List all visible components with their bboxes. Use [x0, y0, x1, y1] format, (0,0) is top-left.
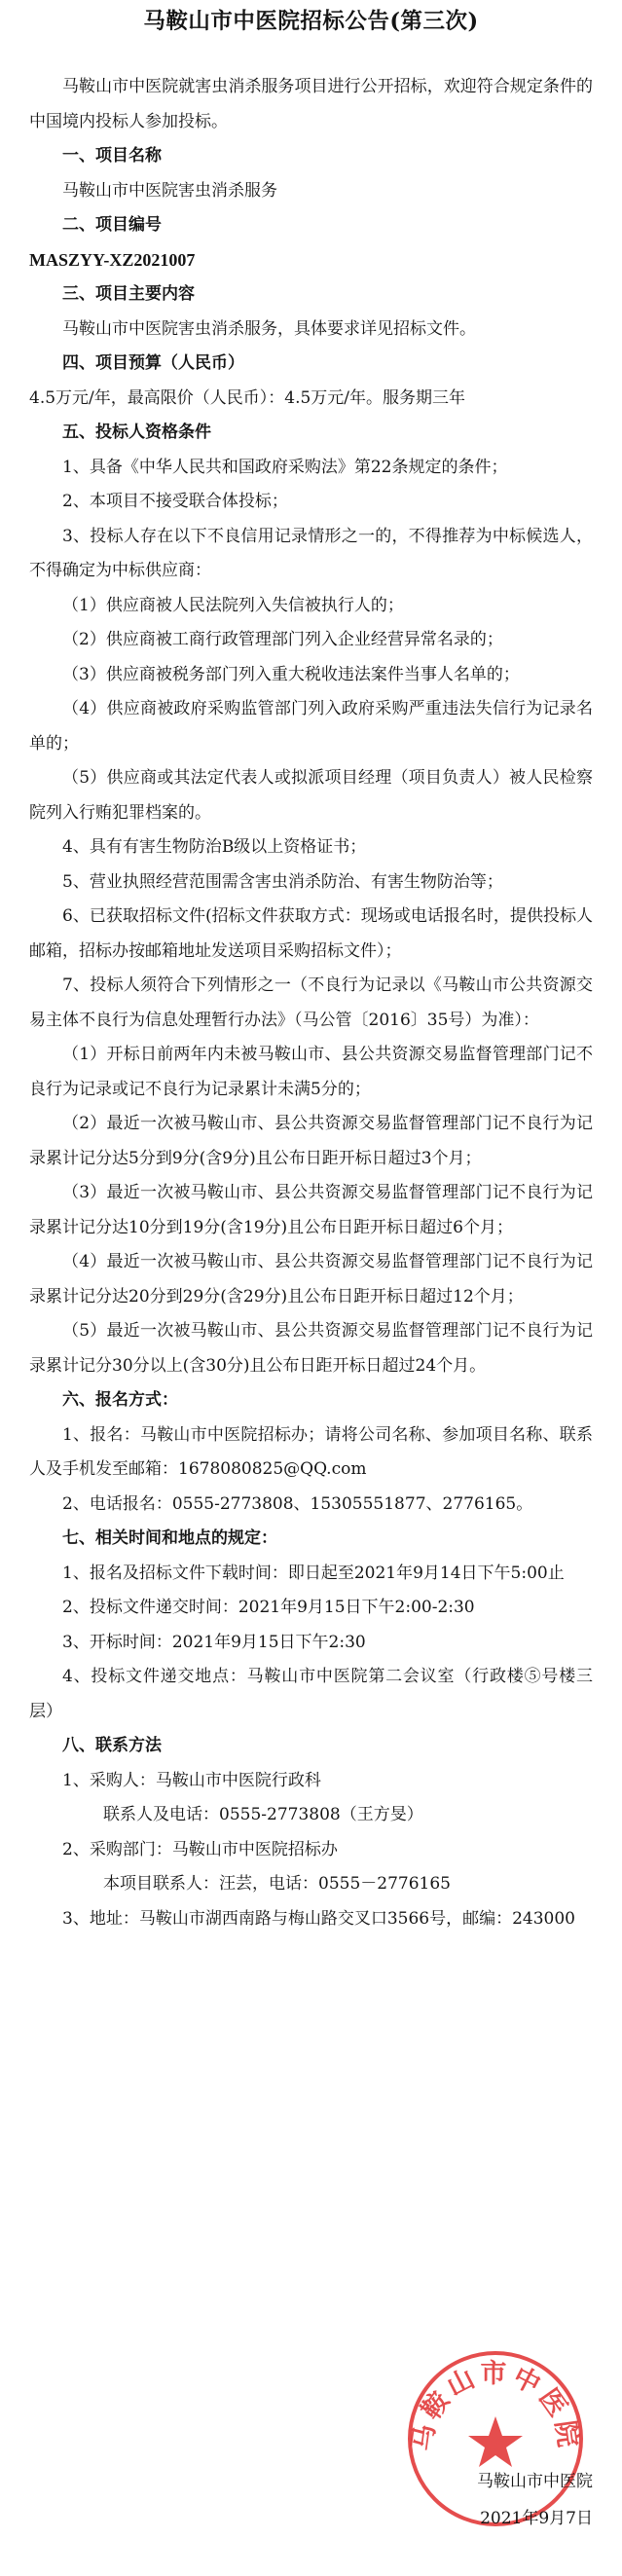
- list-item: 2、本项目不接受联合体投标；: [62, 492, 288, 511]
- list-item: （2）供应商被工商行政管理部门列入企业经营异常名录的；: [62, 630, 503, 649]
- project-budget: 4.5万元/年，最高限价（人民币）：4.5万元/年。服务期三年: [29, 387, 466, 408]
- list-item: 1、报名及招标文件下载时间：即日起至2021年9月14日下午5:00止: [62, 1563, 565, 1583]
- list-item: （3）供应商被税务部门列入重大税收违法案件当事人名单的；: [62, 664, 520, 684]
- section-heading: 七、相关时间和地点的规定：: [62, 1528, 277, 1548]
- list-item: 3、投标人存在以下不良信用记录情形之一的，不得推荐为中标候选人，不得确定为中标供应商：: [29, 526, 593, 580]
- list-item: （1）供应商被人民法院列入失信被执行人的；: [62, 595, 404, 615]
- project-code: MASZYY-XZ2021007: [29, 249, 196, 270]
- list-item: 2、投标文件递交时间：2021年9月15日下午2:00-2:30: [62, 1598, 475, 1617]
- list-item: 5、营业执照经营范围需含害虫消杀防治、有害生物防治等；: [62, 871, 503, 892]
- list-item: （5）供应商或其法定代表人或拟派项目经理（项目负责人）被人民检察院列入行贿犯罪档案的。: [29, 768, 593, 823]
- section-heading: 三、项目主要内容: [62, 284, 195, 304]
- section-heading: 六、报名方式：: [62, 1390, 178, 1410]
- list-item: 2、电话报名：0555-2773808、15305551877、2776165。: [62, 1493, 533, 1514]
- announcement-body: [29, 70, 593, 1936]
- list-item: （4）供应商被政府采购监管部门列入政府采购严重违法失信行为记录名单的；: [29, 699, 593, 754]
- section-heading: 一、项目名称: [62, 146, 162, 166]
- section-heading: 四、项目预算（人民币）: [62, 353, 244, 373]
- list-item: （1）开标日前两年内未被马鞍山市、县公共资源交易监督管理部门记不良行为记录或记不良行为记录累计未满5分的；: [29, 1045, 593, 1099]
- list-item: 6、已获取招标文件(招标文件获取方式：现场或电话报名时，提供投标人邮箱，招标办按邮箱地址发送项目采购招标文件）；: [29, 906, 593, 961]
- list-item: 4、投标文件递交地点：马鞍山市中医院第二会议室（行政楼⑤号楼三层）: [29, 1667, 593, 1721]
- signature-date: 2021年9月7日: [480, 2509, 593, 2528]
- signature-org: 马鞍山市中医院: [477, 2472, 593, 2491]
- project-name: 马鞍山市中医院害虫消杀服务: [62, 180, 277, 201]
- section-heading: 二、项目编号: [62, 215, 162, 235]
- list-item: （2）最近一次被马鞍山市、县公共资源交易监督管理部门记不良行为记录累计记分达5分到9分(含9分)且公布日距开标日超过3个月；: [29, 1114, 593, 1168]
- page-title: 马鞍山市中医院招标公告(第三次): [143, 9, 479, 34]
- list-item: 2、采购部门：马鞍山市中医院招标办: [62, 1839, 338, 1859]
- list-item: 1、采购人：马鞍山市中医院行政科: [62, 1770, 321, 1790]
- section-heading: 五、投标人资格条件: [62, 423, 211, 442]
- list-item: 3、地址：马鞍山市湖西南路与梅山路交叉口3566号，邮编：243000: [62, 1908, 575, 1929]
- list-item: 1、报名：马鞍山市中医院招标办；请将公司名称、参加项目名称、联系人及手机发至邮箱：1678080825@QQ.com: [29, 1424, 593, 1479]
- list-item: （5）最近一次被马鞍山市、县公共资源交易监督管理部门记不良行为记录累计记分30分以上(含30分)且公布日距开标日超过24个月。: [29, 1321, 593, 1376]
- list-item: 4、具有有害生物防治B级以上资格证书；: [62, 837, 367, 857]
- list-item: 3、开标时间：2021年9月15日下午2:30: [62, 1632, 366, 1652]
- section-heading: 八、联系方法: [62, 1736, 162, 1755]
- list-item: 本项目联系人：汪芸，电话：0555－2776165: [103, 1874, 451, 1894]
- seal-text: 马鞍山市中医院: [407, 2359, 584, 2453]
- intro-paragraph: 马鞍山市中医院就害虫消杀服务项目进行公开招标，欢迎符合规定条件的中国境内投标人参加投标。: [29, 77, 593, 131]
- list-item: 联系人及电话：0555-2773808（王方旻）: [103, 1805, 423, 1824]
- list-item: 1、具备《中华人民共和国政府采购法》第22条规定的条件；: [62, 457, 508, 477]
- list-item: （3）最近一次被马鞍山市、县公共资源交易监督管理部门记不良行为记录累计记分达10分到19分(含19分)且公布日距开标日超过6个月；: [29, 1183, 593, 1237]
- list-item: 7、投标人须符合下列情形之一（不良行为记录以《马鞍山市公共资源交易主体不良行为信息处理暂行办法》（马公管〔2016〕35号）为准）：: [29, 975, 593, 1030]
- list-item: （4）最近一次被马鞍山市、县公共资源交易监督管理部门记不良行为记录累计记分达20分到29分(含29分)且公布日距开标日超过12个月；: [29, 1252, 593, 1306]
- project-content: 马鞍山市中医院害虫消杀服务，具体要求详见招标文件。: [62, 318, 476, 339]
